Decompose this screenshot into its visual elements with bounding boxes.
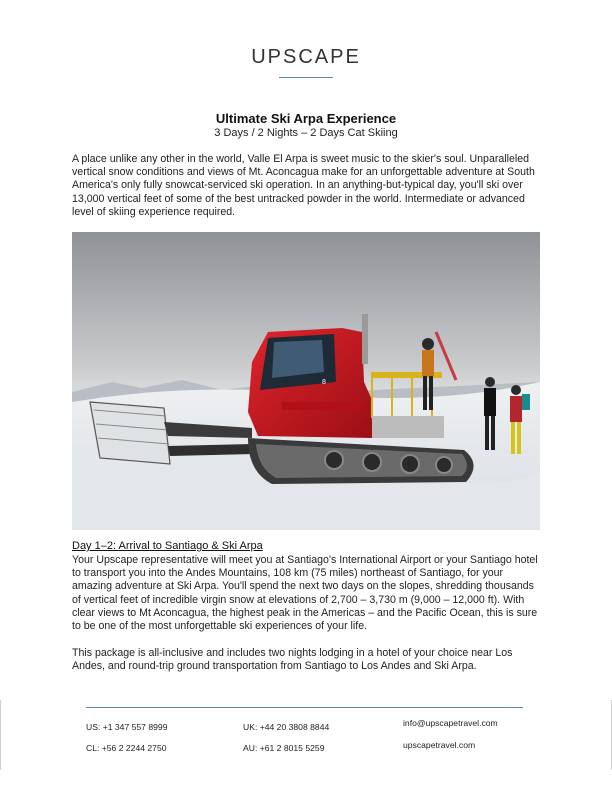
uk-phone[interactable]: UK: +44 20 3808 8844 (243, 722, 330, 732)
day-description: Your Upscape representative will meet you at Santiago's International Airport or your Santiago hotel to transport you into the Andes Mountains, 108 km (75 miles) northeast of Santiago, for your amazing adventure at Ski Arpa. You'll spend the next two days on the slopes, shredding thousands of vertical feet of incredible virgin snow at elevations of 2,700 – 3,730 m (9,000 – 12,000 ft). With clear views to Mt Aconcagua, the highest peak in the Americas – and the Pacific Ocean, this is sure to be one of the most unforgettable ski experiences of your life. (72, 554, 538, 633)
footer-divider (86, 707, 523, 708)
email-link[interactable]: info@upscapetravel.com (403, 718, 498, 728)
cl-phone[interactable]: CL: +56 2 2244 2750 (86, 743, 167, 753)
trip-title: Ultimate Ski Arpa Experience (215, 111, 397, 126)
day-heading: Day 1–2: Arrival to Santiago & Ski Arpa (72, 540, 263, 552)
footer-border-left (0, 700, 1, 770)
snowcat-illustration (72, 232, 540, 530)
au-phone[interactable]: AU: +61 2 8015 5259 (243, 743, 325, 753)
snowcat-photo (72, 232, 540, 530)
us-phone[interactable]: US: +1 347 557 8999 (86, 722, 168, 732)
cab-badge: 8 (322, 379, 326, 386)
package-description: This package is all-inclusive and includes two nights lodging in a hotel of your choice near Los Andes, and round-trip ground transportation from Santiago to Los Andes and Ski Arpa. (72, 647, 513, 673)
trip-subtitle: 3 Days / 2 Nights – 2 Days Cat Skiing (214, 127, 398, 139)
logo-underline (279, 77, 333, 78)
brand-logo: UPSCAPE (251, 46, 361, 68)
intro-paragraph: A place unlike any other in the world, Valle El Arpa is sweet music to the skier's soul. Unparalleled vertical snow conditions and views of Mt. Aconcagua make for an unforgettable adventure at South America's only fully snowcat-serviced ski operation. In an anything-but-typical day, you'll ski over 13,000 vertical feet of some of the best untracked powder in the world. Intermediate or advanced level of skiing experience required. (72, 153, 535, 218)
website-link[interactable]: upscapetravel.com (403, 740, 476, 750)
